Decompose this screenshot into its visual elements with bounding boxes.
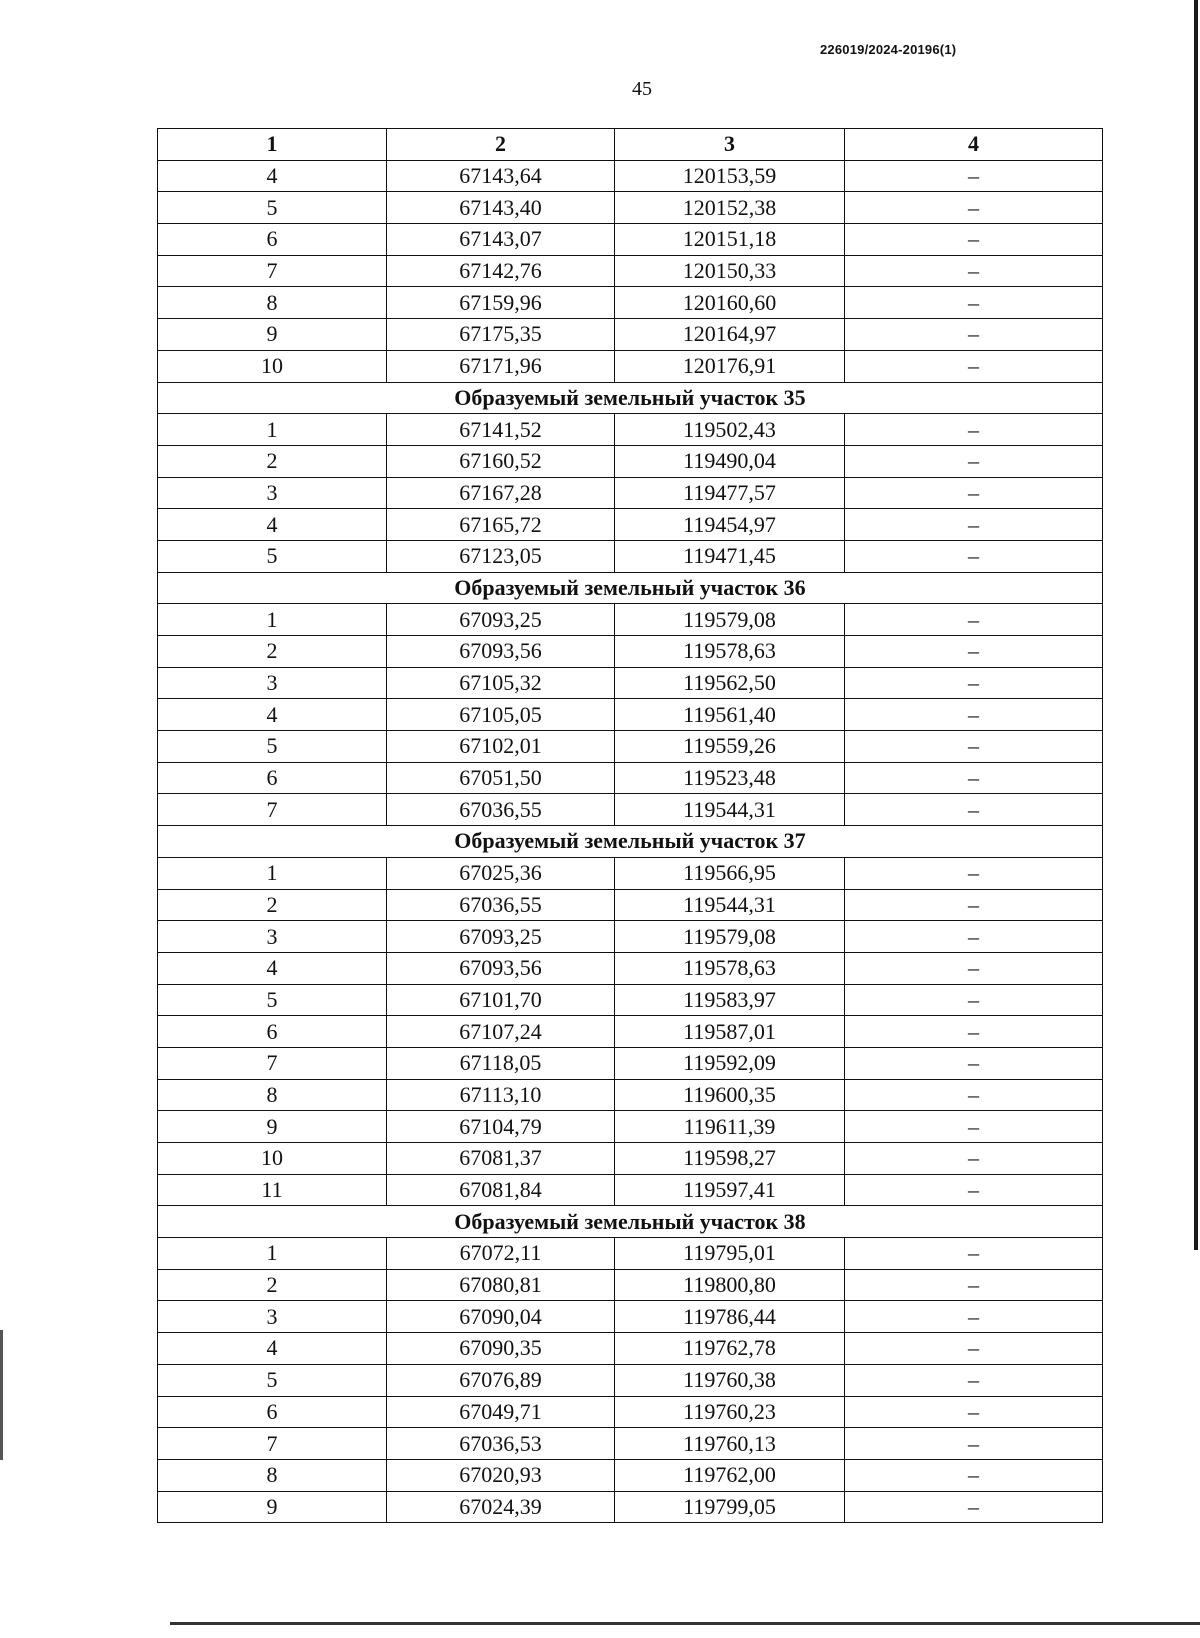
column-4-cell: – (845, 857, 1103, 889)
table-row (158, 192, 1103, 224)
x-coordinate-cell: 67090,35 (387, 1333, 615, 1365)
table-row (158, 857, 1103, 889)
table-row (158, 1459, 1103, 1491)
y-coordinate-cell: 119760,23 (615, 1396, 845, 1428)
point-number-cell: 2 (158, 445, 387, 477)
point-number-cell: 3 (158, 921, 387, 953)
column-4-cell: – (845, 224, 1103, 256)
point-number-cell: 1 (158, 604, 387, 636)
column-4-cell: – (845, 1238, 1103, 1270)
column-header: 3 (615, 129, 845, 161)
point-number-cell: 1 (158, 1238, 387, 1270)
table-row (158, 1269, 1103, 1301)
column-4-cell: – (845, 1269, 1103, 1301)
table-row (158, 1111, 1103, 1143)
table-row (158, 731, 1103, 763)
page-number: 45 (632, 78, 652, 100)
y-coordinate-cell: 119471,45 (615, 540, 845, 572)
column-4-cell: – (845, 1143, 1103, 1175)
table-row (158, 1491, 1103, 1523)
section-header-row (158, 572, 1103, 604)
column-4-cell: – (845, 762, 1103, 794)
y-coordinate-cell: 119800,80 (615, 1269, 845, 1301)
point-number-cell: 1 (158, 857, 387, 889)
coordinates-table-wrap (157, 128, 1102, 1523)
x-coordinate-cell: 67104,79 (387, 1111, 615, 1143)
column-4-cell: – (845, 319, 1103, 351)
column-4-cell: – (845, 1111, 1103, 1143)
column-4-cell: – (845, 1079, 1103, 1111)
x-coordinate-cell: 67020,93 (387, 1459, 615, 1491)
table-row (158, 699, 1103, 731)
table-row (158, 350, 1103, 382)
point-number-cell: 2 (158, 636, 387, 668)
x-coordinate-cell: 67143,64 (387, 160, 615, 192)
table-row (158, 762, 1103, 794)
point-number-cell: 7 (158, 1428, 387, 1460)
table-row (158, 287, 1103, 319)
column-4-cell: – (845, 1459, 1103, 1491)
x-coordinate-cell: 67102,01 (387, 731, 615, 763)
x-coordinate-cell: 67101,70 (387, 984, 615, 1016)
y-coordinate-cell: 119544,31 (615, 794, 845, 826)
table-row (158, 1364, 1103, 1396)
column-4-cell: – (845, 445, 1103, 477)
y-coordinate-cell: 119786,44 (615, 1301, 845, 1333)
table-row (158, 794, 1103, 826)
scan-edge-right (1194, 0, 1198, 1250)
y-coordinate-cell: 119611,39 (615, 1111, 845, 1143)
table-row (158, 889, 1103, 921)
column-4-cell: – (845, 636, 1103, 668)
column-4-cell: – (845, 1016, 1103, 1048)
y-coordinate-cell: 120152,38 (615, 192, 845, 224)
point-number-cell: 4 (158, 160, 387, 192)
point-number-cell: 4 (158, 699, 387, 731)
x-coordinate-cell: 67076,89 (387, 1364, 615, 1396)
section-title: Образуемый земельный участок 37 (158, 826, 1103, 858)
x-coordinate-cell: 67175,35 (387, 319, 615, 351)
x-coordinate-cell: 67090,04 (387, 1301, 615, 1333)
x-coordinate-cell: 67165,72 (387, 509, 615, 541)
column-4-cell: – (845, 255, 1103, 287)
table-row (158, 1079, 1103, 1111)
y-coordinate-cell: 120160,60 (615, 287, 845, 319)
y-coordinate-cell: 119566,95 (615, 857, 845, 889)
x-coordinate-cell: 67143,07 (387, 224, 615, 256)
point-number-cell: 3 (158, 477, 387, 509)
column-4-cell: – (845, 1491, 1103, 1523)
column-4-cell: – (845, 414, 1103, 446)
point-number-cell: 3 (158, 667, 387, 699)
y-coordinate-cell: 119454,97 (615, 509, 845, 541)
scan-edge-left (0, 1330, 3, 1460)
column-4-cell: – (845, 1047, 1103, 1079)
section-header-row (158, 1206, 1103, 1238)
point-number-cell: 9 (158, 1111, 387, 1143)
x-coordinate-cell: 67025,36 (387, 857, 615, 889)
y-coordinate-cell: 120150,33 (615, 255, 845, 287)
column-header: 4 (845, 129, 1103, 161)
point-number-cell: 2 (158, 889, 387, 921)
x-coordinate-cell: 67118,05 (387, 1047, 615, 1079)
table-row (158, 1047, 1103, 1079)
x-coordinate-cell: 67080,81 (387, 1269, 615, 1301)
table-row (158, 1396, 1103, 1428)
column-4-cell: – (845, 509, 1103, 541)
point-number-cell: 8 (158, 1079, 387, 1111)
column-4-cell: – (845, 984, 1103, 1016)
x-coordinate-cell: 67113,10 (387, 1079, 615, 1111)
point-number-cell: 4 (158, 509, 387, 541)
table-row (158, 1143, 1103, 1175)
point-number-cell: 5 (158, 540, 387, 572)
section-header-row (158, 382, 1103, 414)
x-coordinate-cell: 67143,40 (387, 192, 615, 224)
point-number-cell: 10 (158, 1143, 387, 1175)
point-number-cell: 6 (158, 762, 387, 794)
y-coordinate-cell: 119559,26 (615, 731, 845, 763)
table-row (158, 1016, 1103, 1048)
column-4-cell: – (845, 1174, 1103, 1206)
x-coordinate-cell: 67123,05 (387, 540, 615, 572)
column-4-cell: – (845, 1301, 1103, 1333)
y-coordinate-cell: 119592,09 (615, 1047, 845, 1079)
y-coordinate-cell: 119600,35 (615, 1079, 845, 1111)
y-coordinate-cell: 119760,38 (615, 1364, 845, 1396)
table-row (158, 255, 1103, 287)
y-coordinate-cell: 119578,63 (615, 952, 845, 984)
point-number-cell: 7 (158, 794, 387, 826)
y-coordinate-cell: 120153,59 (615, 160, 845, 192)
y-coordinate-cell: 119587,01 (615, 1016, 845, 1048)
x-coordinate-cell: 67081,84 (387, 1174, 615, 1206)
x-coordinate-cell: 67105,05 (387, 699, 615, 731)
x-coordinate-cell: 67171,96 (387, 350, 615, 382)
section-header-row (158, 826, 1103, 858)
y-coordinate-cell: 119762,78 (615, 1333, 845, 1365)
y-coordinate-cell: 119799,05 (615, 1491, 845, 1523)
table-row (158, 1301, 1103, 1333)
point-number-cell: 1 (158, 414, 387, 446)
x-coordinate-cell: 67093,56 (387, 636, 615, 668)
x-coordinate-cell: 67051,50 (387, 762, 615, 794)
document-code: 226019/2024-20196(1) (820, 42, 957, 57)
y-coordinate-cell: 119562,50 (615, 667, 845, 699)
scan-edge-bottom (170, 1622, 1200, 1625)
column-header: 1 (158, 129, 387, 161)
column-4-cell: – (845, 287, 1103, 319)
point-number-cell: 3 (158, 1301, 387, 1333)
table-row (158, 224, 1103, 256)
point-number-cell: 4 (158, 1333, 387, 1365)
table-row (158, 414, 1103, 446)
coordinates-table (157, 128, 1103, 1523)
point-number-cell: 8 (158, 287, 387, 319)
x-coordinate-cell: 67159,96 (387, 287, 615, 319)
section-title: Образуемый земельный участок 36 (158, 572, 1103, 604)
column-4-cell: – (845, 1396, 1103, 1428)
point-number-cell: 5 (158, 984, 387, 1016)
y-coordinate-cell: 119561,40 (615, 699, 845, 731)
table-row (158, 477, 1103, 509)
x-coordinate-cell: 67036,55 (387, 889, 615, 921)
table-row (158, 445, 1103, 477)
column-4-cell: – (845, 1333, 1103, 1365)
point-number-cell: 7 (158, 1047, 387, 1079)
point-number-cell: 5 (158, 192, 387, 224)
table-row (158, 1174, 1103, 1206)
table-header-row (158, 129, 1103, 161)
x-coordinate-cell: 67024,39 (387, 1491, 615, 1523)
point-number-cell: 5 (158, 1364, 387, 1396)
point-number-cell: 6 (158, 1016, 387, 1048)
column-4-cell: – (845, 699, 1103, 731)
table-row (158, 540, 1103, 572)
x-coordinate-cell: 67036,55 (387, 794, 615, 826)
x-coordinate-cell: 67160,52 (387, 445, 615, 477)
column-4-cell: – (845, 794, 1103, 826)
point-number-cell: 2 (158, 1269, 387, 1301)
table-row (158, 1428, 1103, 1460)
table-row (158, 509, 1103, 541)
x-coordinate-cell: 67036,53 (387, 1428, 615, 1460)
y-coordinate-cell: 119579,08 (615, 921, 845, 953)
table-row (158, 921, 1103, 953)
y-coordinate-cell: 119598,27 (615, 1143, 845, 1175)
table-body (158, 160, 1103, 1523)
x-coordinate-cell: 67093,25 (387, 921, 615, 953)
y-coordinate-cell: 119490,04 (615, 445, 845, 477)
x-coordinate-cell: 67072,11 (387, 1238, 615, 1270)
point-number-cell: 7 (158, 255, 387, 287)
table-row (158, 984, 1103, 1016)
column-header: 2 (387, 129, 615, 161)
x-coordinate-cell: 67049,71 (387, 1396, 615, 1428)
column-4-cell: – (845, 1364, 1103, 1396)
y-coordinate-cell: 120164,97 (615, 319, 845, 351)
table-row (158, 160, 1103, 192)
x-coordinate-cell: 67093,25 (387, 604, 615, 636)
y-coordinate-cell: 119597,41 (615, 1174, 845, 1206)
point-number-cell: 6 (158, 224, 387, 256)
point-number-cell: 9 (158, 319, 387, 351)
section-title: Образуемый земельный участок 38 (158, 1206, 1103, 1238)
column-4-cell: – (845, 540, 1103, 572)
y-coordinate-cell: 119795,01 (615, 1238, 845, 1270)
y-coordinate-cell: 119544,31 (615, 889, 845, 921)
column-4-cell: – (845, 192, 1103, 224)
column-4-cell: – (845, 952, 1103, 984)
y-coordinate-cell: 119578,63 (615, 636, 845, 668)
table-row (158, 319, 1103, 351)
y-coordinate-cell: 119762,00 (615, 1459, 845, 1491)
y-coordinate-cell: 119502,43 (615, 414, 845, 446)
column-4-cell: – (845, 1428, 1103, 1460)
y-coordinate-cell: 119579,08 (615, 604, 845, 636)
table-row (158, 604, 1103, 636)
x-coordinate-cell: 67081,37 (387, 1143, 615, 1175)
column-4-cell: – (845, 731, 1103, 763)
y-coordinate-cell: 119760,13 (615, 1428, 845, 1460)
x-coordinate-cell: 67142,76 (387, 255, 615, 287)
x-coordinate-cell: 67107,24 (387, 1016, 615, 1048)
column-4-cell: – (845, 604, 1103, 636)
y-coordinate-cell: 120176,91 (615, 350, 845, 382)
column-4-cell: – (845, 477, 1103, 509)
table-row (158, 1333, 1103, 1365)
x-coordinate-cell: 67105,32 (387, 667, 615, 699)
column-4-cell: – (845, 889, 1103, 921)
y-coordinate-cell: 119477,57 (615, 477, 845, 509)
point-number-cell: 4 (158, 952, 387, 984)
point-number-cell: 9 (158, 1491, 387, 1523)
table-row (158, 636, 1103, 668)
column-4-cell: – (845, 921, 1103, 953)
table-row (158, 667, 1103, 699)
column-4-cell: – (845, 350, 1103, 382)
point-number-cell: 11 (158, 1174, 387, 1206)
point-number-cell: 8 (158, 1459, 387, 1491)
table-row (158, 1238, 1103, 1270)
table-row (158, 952, 1103, 984)
y-coordinate-cell: 120151,18 (615, 224, 845, 256)
x-coordinate-cell: 67167,28 (387, 477, 615, 509)
y-coordinate-cell: 119523,48 (615, 762, 845, 794)
x-coordinate-cell: 67093,56 (387, 952, 615, 984)
point-number-cell: 10 (158, 350, 387, 382)
y-coordinate-cell: 119583,97 (615, 984, 845, 1016)
section-title: Образуемый земельный участок 35 (158, 382, 1103, 414)
x-coordinate-cell: 67141,52 (387, 414, 615, 446)
point-number-cell: 5 (158, 731, 387, 763)
column-4-cell: – (845, 667, 1103, 699)
point-number-cell: 6 (158, 1396, 387, 1428)
column-4-cell: – (845, 160, 1103, 192)
